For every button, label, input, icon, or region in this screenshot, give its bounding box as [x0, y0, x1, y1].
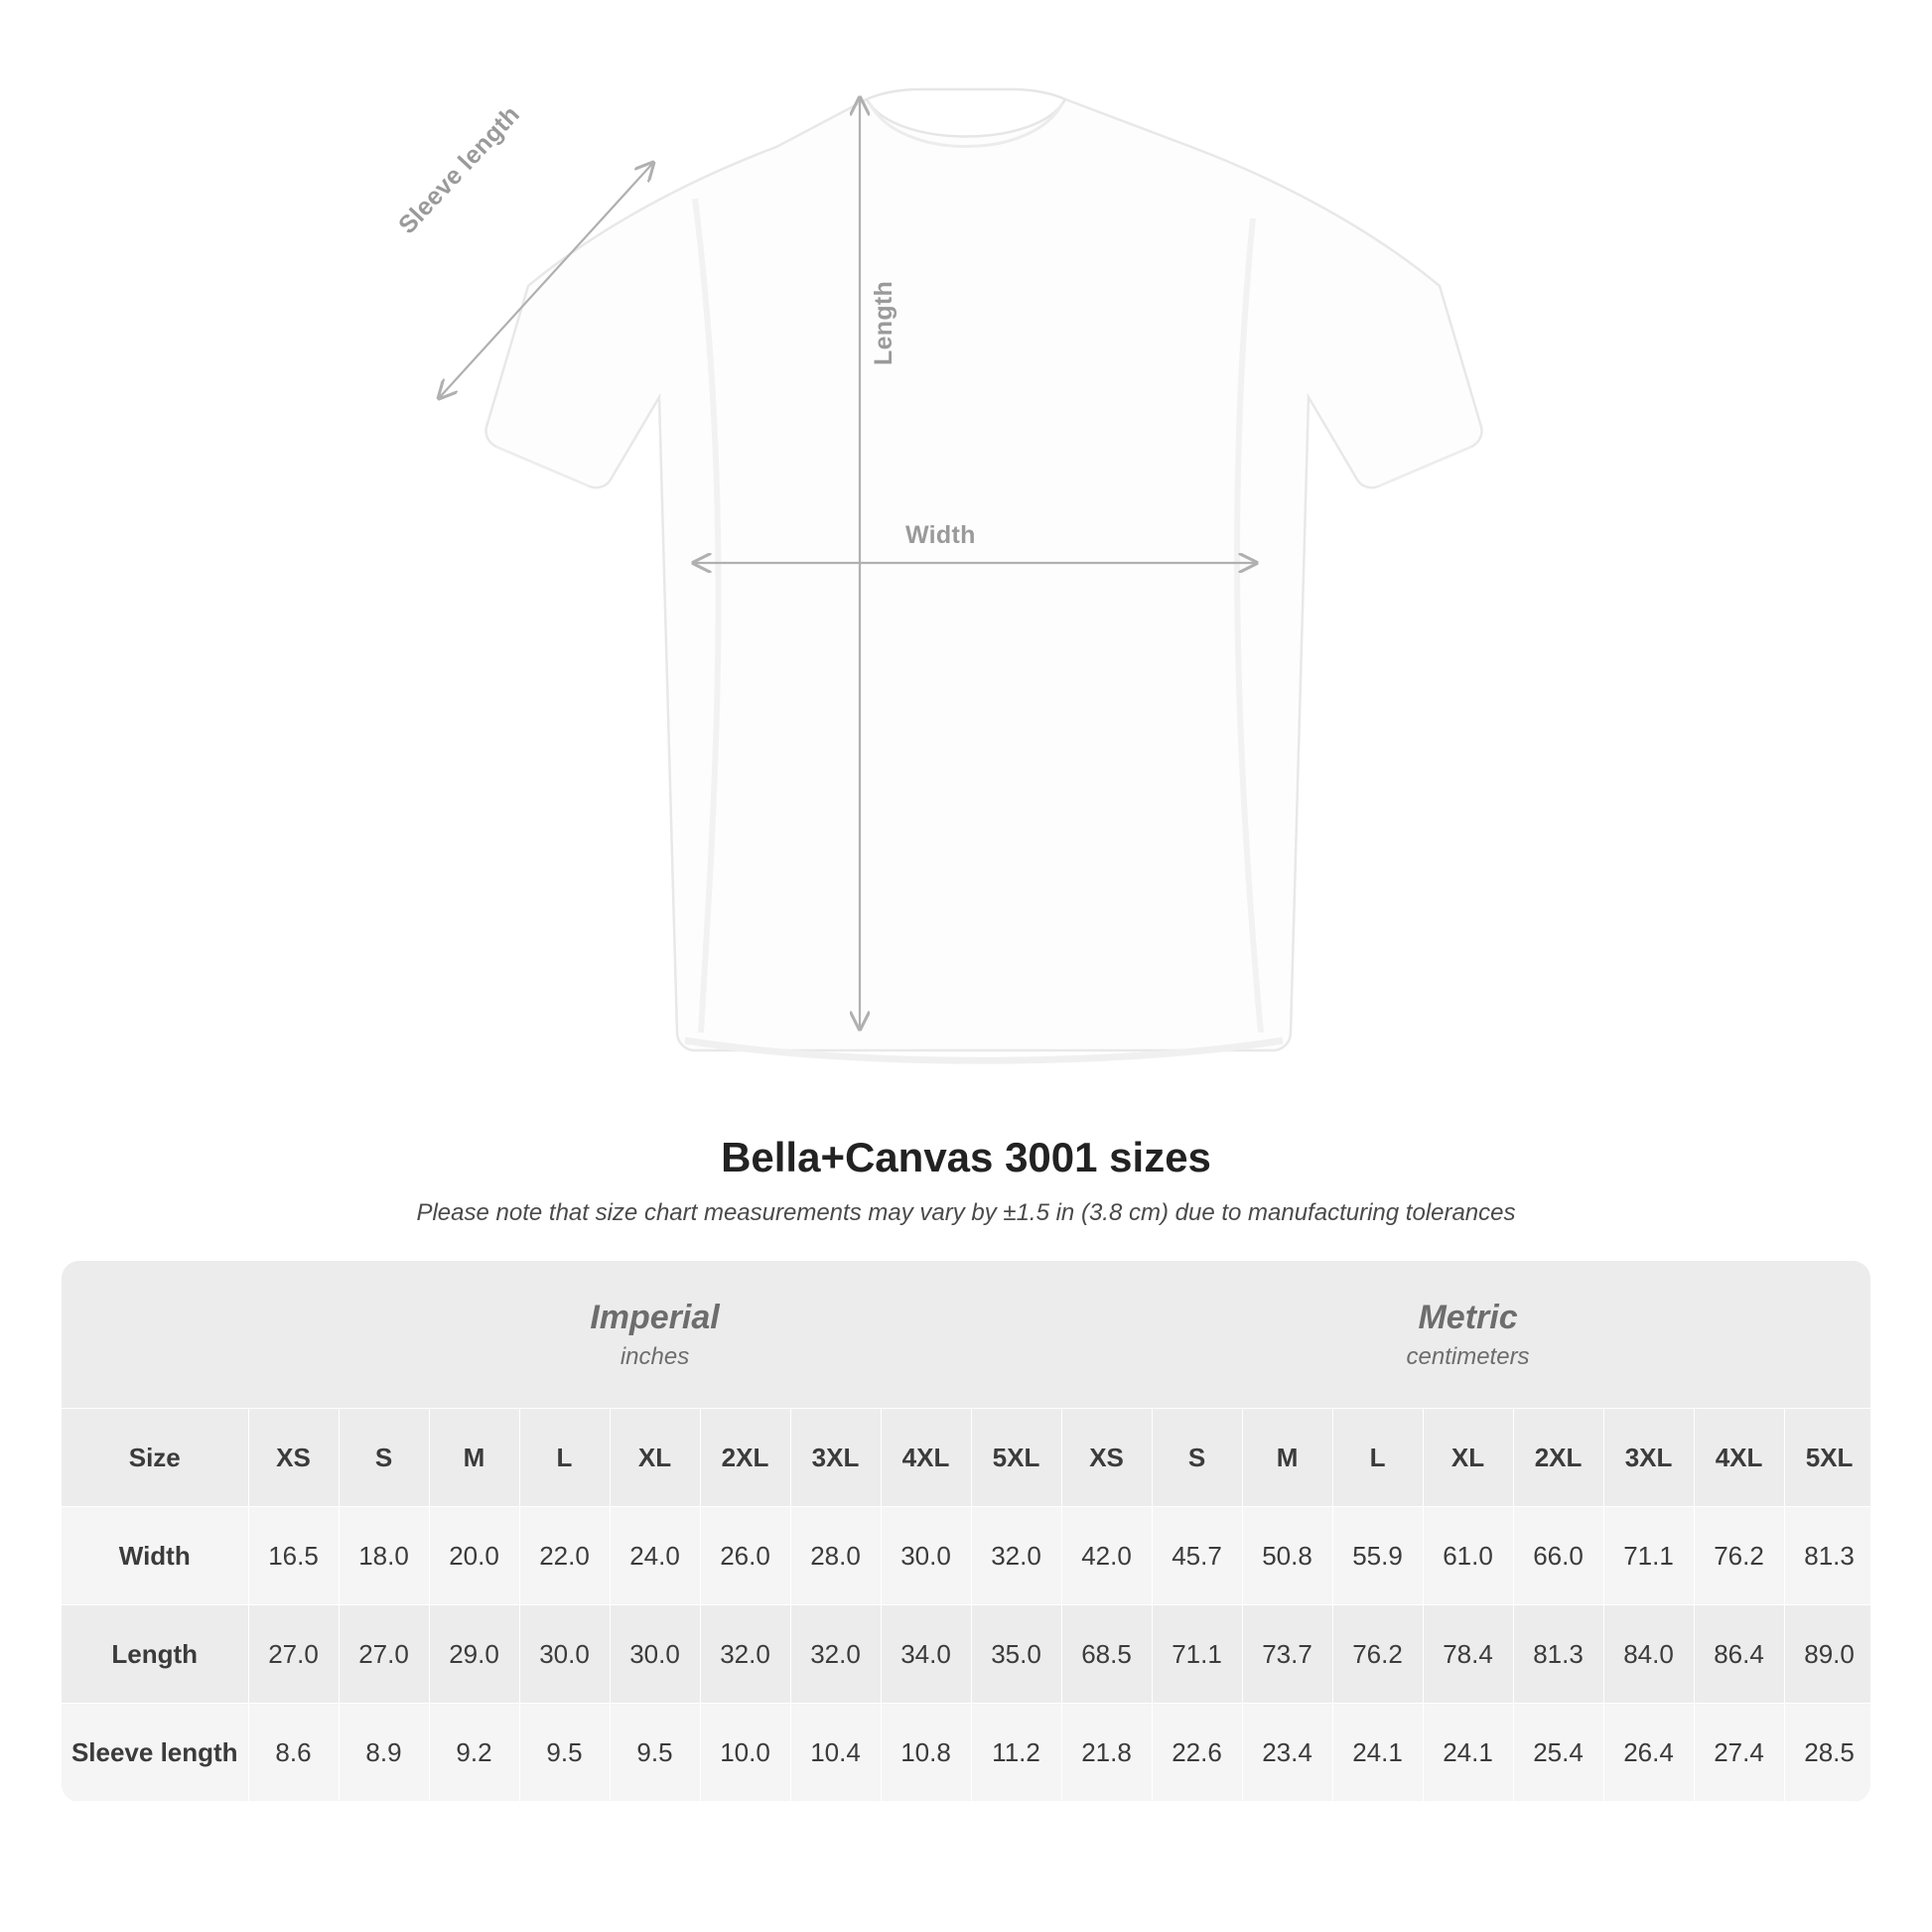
cell-sleeve: 11.2	[971, 1704, 1061, 1802]
size-header-cell: S	[339, 1409, 429, 1507]
cell-width: 71.1	[1603, 1507, 1694, 1605]
table-row	[62, 1605, 1870, 1704]
length-label: Length	[870, 280, 897, 365]
cell-length: 32.0	[700, 1605, 790, 1704]
size-header-cell: XS	[1061, 1409, 1152, 1507]
unit-header-imperial	[248, 1261, 1061, 1409]
cell-sleeve: 9.5	[519, 1704, 610, 1802]
size-header-cell: M	[1242, 1409, 1332, 1507]
size-header-cell: XS	[248, 1409, 339, 1507]
cell-width: 45.7	[1152, 1507, 1242, 1605]
cell-width: 42.0	[1061, 1507, 1152, 1605]
metric-system-name: Metric	[1418, 1298, 1518, 1336]
size-header-cell: 3XL	[790, 1409, 881, 1507]
cell-width: 26.0	[700, 1507, 790, 1605]
cell-sleeve: 25.4	[1513, 1704, 1603, 1802]
cell-width: 55.9	[1332, 1507, 1423, 1605]
cell-sleeve: 26.4	[1603, 1704, 1694, 1802]
size-header-cell: XL	[610, 1409, 700, 1507]
cell-length: 81.3	[1513, 1605, 1603, 1704]
table-row	[62, 1507, 1870, 1605]
cell-sleeve: 24.1	[1423, 1704, 1513, 1802]
cell-length: 27.0	[339, 1605, 429, 1704]
size-chart-table	[62, 1261, 1870, 1802]
cell-sleeve: 22.6	[1152, 1704, 1242, 1802]
cell-sleeve: 23.4	[1242, 1704, 1332, 1802]
cell-length: 68.5	[1061, 1605, 1152, 1704]
cell-length: 29.0	[429, 1605, 519, 1704]
size-chart-container	[62, 1261, 1870, 1802]
cell-sleeve: 10.0	[700, 1704, 790, 1802]
cell-length: 30.0	[519, 1605, 610, 1704]
cell-sleeve: 8.9	[339, 1704, 429, 1802]
table-row	[62, 1704, 1870, 1802]
cell-length: 89.0	[1784, 1605, 1870, 1704]
cell-width: 16.5	[248, 1507, 339, 1605]
unit-header-spacer	[62, 1261, 248, 1409]
cell-width: 18.0	[339, 1507, 429, 1605]
size-header-cell: 5XL	[971, 1409, 1061, 1507]
cell-sleeve: 27.4	[1694, 1704, 1784, 1802]
cell-width: 61.0	[1423, 1507, 1513, 1605]
imperial-system-name: Imperial	[590, 1298, 720, 1336]
cell-length: 78.4	[1423, 1605, 1513, 1704]
size-header-cell: L	[1332, 1409, 1423, 1507]
cell-length: 30.0	[610, 1605, 700, 1704]
cell-sleeve: 8.6	[248, 1704, 339, 1802]
page-title: Bella+Canvas 3001 sizes	[721, 1134, 1211, 1180]
cell-length: 86.4	[1694, 1605, 1784, 1704]
unit-header-row	[62, 1261, 1870, 1409]
cell-length: 34.0	[881, 1605, 971, 1704]
cell-width: 22.0	[519, 1507, 610, 1605]
cell-width: 66.0	[1513, 1507, 1603, 1605]
tolerance-note: Please note that size chart measurements may vary by ±1.5 in (3.8 cm) due to manufacturing tolerances	[416, 1199, 1516, 1226]
cell-width: 28.0	[790, 1507, 881, 1605]
size-header-cell: 5XL	[1784, 1409, 1870, 1507]
cell-length: 71.1	[1152, 1605, 1242, 1704]
size-header-cell: 4XL	[1694, 1409, 1784, 1507]
row-label-width: Width	[62, 1507, 248, 1605]
size-header-cell: S	[1152, 1409, 1242, 1507]
cell-length: 76.2	[1332, 1605, 1423, 1704]
cell-sleeve: 21.8	[1061, 1704, 1152, 1802]
cell-width: 30.0	[881, 1507, 971, 1605]
cell-sleeve: 24.1	[1332, 1704, 1423, 1802]
cell-sleeve: 10.8	[881, 1704, 971, 1802]
cell-sleeve: 28.5	[1784, 1704, 1870, 1802]
cell-length: 73.7	[1242, 1605, 1332, 1704]
cell-width: 81.3	[1784, 1507, 1870, 1605]
size-header-row	[62, 1409, 1870, 1507]
size-header-cell: 4XL	[881, 1409, 971, 1507]
size-header-label: Size	[62, 1409, 248, 1507]
size-header-cell: 2XL	[1513, 1409, 1603, 1507]
size-header-cell: M	[429, 1409, 519, 1507]
cell-length: 84.0	[1603, 1605, 1694, 1704]
cell-width: 24.0	[610, 1507, 700, 1605]
size-header-cell: L	[519, 1409, 610, 1507]
unit-header-metric	[1061, 1261, 1870, 1409]
cell-sleeve: 10.4	[790, 1704, 881, 1802]
imperial-unit-name: inches	[620, 1343, 690, 1371]
sleeve-length-label: Sleeve length	[393, 100, 526, 240]
size-header-cell: 2XL	[700, 1409, 790, 1507]
size-header-cell: 3XL	[1603, 1409, 1694, 1507]
cell-width: 50.8	[1242, 1507, 1332, 1605]
size-header-cell: XL	[1423, 1409, 1513, 1507]
cell-length: 27.0	[248, 1605, 339, 1704]
width-label: Width	[905, 521, 976, 549]
row-label-sleeve-length: Sleeve length	[62, 1704, 248, 1802]
cell-sleeve: 9.5	[610, 1704, 700, 1802]
chart-heading-block	[0, 1134, 1932, 1227]
cell-sleeve: 9.2	[429, 1704, 519, 1802]
cell-width: 32.0	[971, 1507, 1061, 1605]
metric-unit-name: centimeters	[1406, 1343, 1530, 1371]
row-label-length: Length	[62, 1605, 248, 1704]
cell-width: 76.2	[1694, 1507, 1784, 1605]
cell-length: 35.0	[971, 1605, 1061, 1704]
cell-width: 20.0	[429, 1507, 519, 1605]
cell-length: 32.0	[790, 1605, 881, 1704]
